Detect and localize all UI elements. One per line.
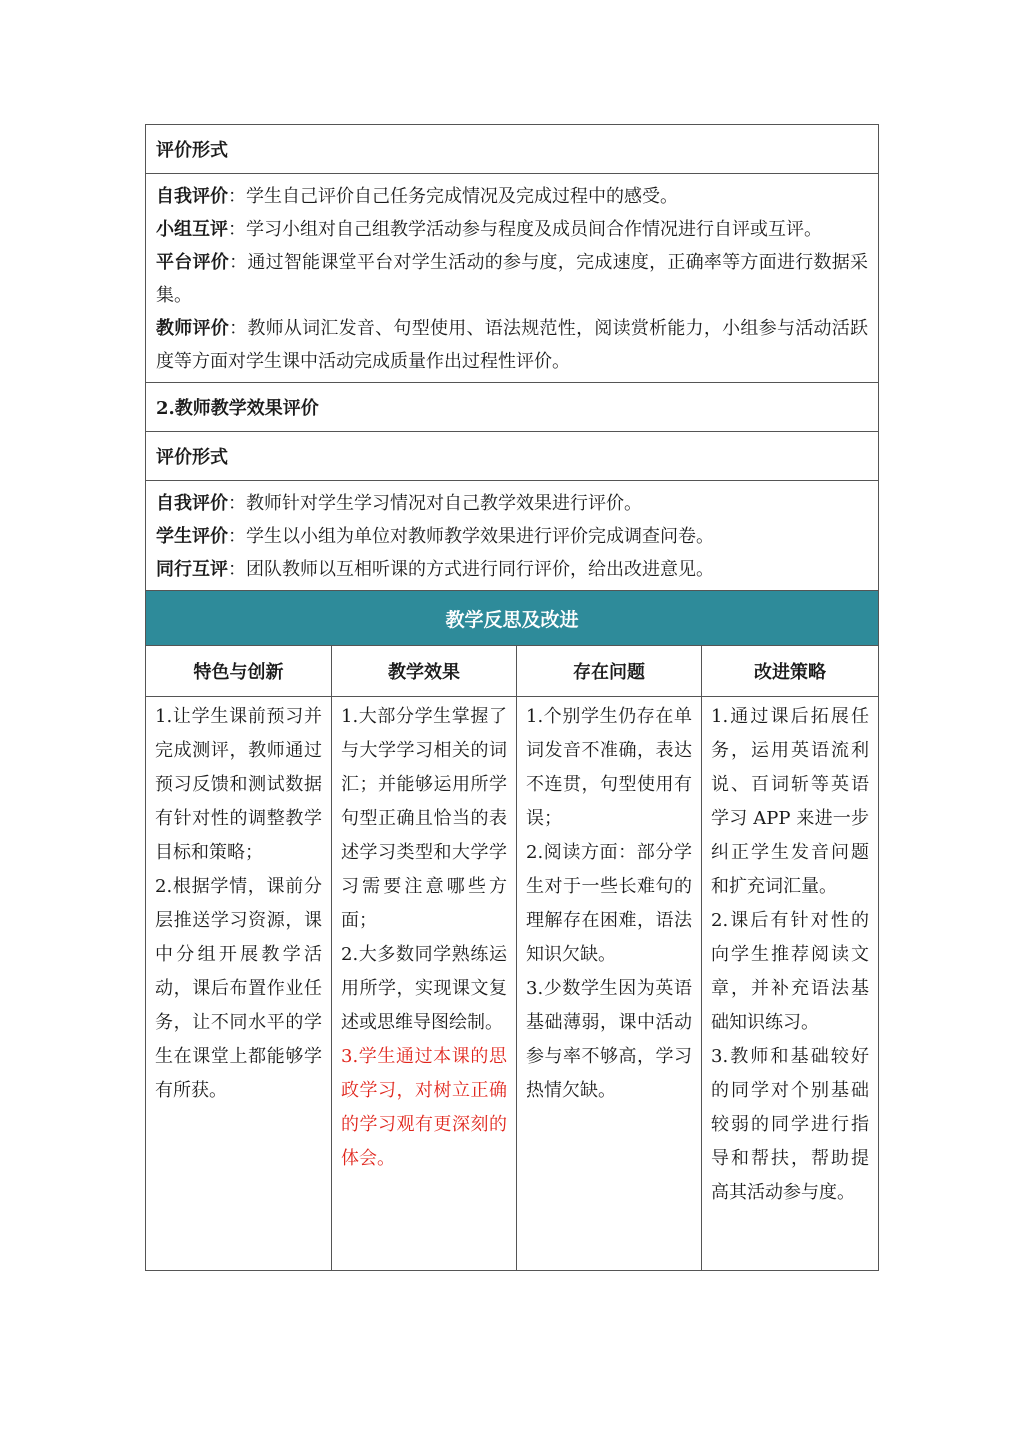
- document-page: [145, 124, 878, 1271]
- list-item: 3.少数学生因为英语基础薄弱，课中活动参与率不够高，学习热情欠缺。: [526, 978, 692, 1101]
- student-eval-cell: [146, 174, 879, 383]
- eval-text: 团队教师以互相听课的方式进行同行评价，给出改进意见。: [246, 559, 714, 580]
- reflection-banner: 教学反思及改进: [146, 591, 879, 646]
- eval-item: [156, 553, 868, 586]
- teacher-eval-form-heading: 评价形式: [146, 432, 879, 481]
- effects-cell: [332, 697, 517, 1271]
- list-item: 1.让学生课前预习并完成测评，教师通过预习反馈和测试数据有针对性的调整教学目标和策略；: [155, 706, 322, 863]
- eval-item: [156, 487, 868, 520]
- label-separator: ：: [228, 526, 246, 547]
- column-header-effects: 教学效果: [332, 646, 517, 697]
- column-header-strategies: 改进策略: [702, 646, 879, 697]
- list-item: 3.教师和基础较好的同学对个别基础较弱的同学进行指导和帮扶，帮助提高其活动参与度。: [711, 1046, 869, 1203]
- eval-text: 教师针对学生学习情况对自己教学效果进行评价。: [246, 493, 642, 514]
- label-separator: ：: [229, 252, 248, 273]
- eval-item: [156, 213, 868, 246]
- highlighted-list-item: 3.学生通过本课的思政学习，对树立正确的学习观有更深刻的体会。: [341, 1046, 507, 1169]
- column-header-problems: 存在问题: [517, 646, 702, 697]
- list-item: 2.根据学情，课前分层推送学习资源，课中分组开展教学活动，课后布置作业任务，让不同水平的学生在课堂上都能够学有所获。: [155, 876, 322, 1101]
- teacher-eval-section-heading: 2.教师教学效果评价: [146, 383, 879, 432]
- eval-label: 同行互评: [156, 559, 228, 580]
- eval-label: 学生评价: [156, 526, 228, 547]
- label-separator: ：: [228, 493, 246, 514]
- label-separator: ：: [228, 559, 246, 580]
- eval-label: 平台评价: [156, 252, 230, 273]
- strategies-cell: [702, 697, 879, 1271]
- teacher-eval-cell: [146, 481, 879, 591]
- eval-text: 学生自己评价自己任务完成情况及完成过程中的感受。: [246, 186, 678, 207]
- problems-cell: [517, 697, 702, 1271]
- eval-text: 通过智能课堂平台对学生活动的参与度，完成速度，正确率等方面进行数据采集。: [156, 252, 869, 306]
- eval-label: 自我评价: [156, 186, 228, 207]
- list-item: 1.个别学生仍存在单词发音不准确，表达不连贯，句型使用有误；: [526, 706, 692, 829]
- eval-text: 教师从词汇发音、句型使用、语法规范性，阅读赏析能力，小组参与活动活跃度等方面对学生课中活动完成质量作出过程性评价。: [156, 318, 869, 372]
- eval-label: 自我评价: [156, 493, 228, 514]
- eval-text: 学习小组对自己组教学活动参与程度及成员间合作情况进行自评或互评。: [246, 219, 822, 240]
- eval-item: [156, 520, 868, 553]
- label-separator: ：: [229, 318, 248, 339]
- student-eval-form-heading: 评价形式: [146, 125, 879, 174]
- list-item: 2.课后有针对性的向学生推荐阅读文章，并补充语法基础知识练习。: [711, 910, 869, 1033]
- label-separator: ：: [228, 186, 246, 207]
- evaluation-table: [145, 124, 879, 1271]
- features-cell: [146, 697, 332, 1271]
- list-item: 2.阅读方面：部分学生对于一些长难句的理解存在困难，语法知识欠缺。: [526, 842, 692, 965]
- eval-item: [156, 312, 868, 378]
- list-item: 2.大多数同学熟练运用所学，实现课文复述或思维导图绘制。: [341, 944, 507, 1033]
- list-item: 1.大部分学生掌握了与大学学习相关的词汇；并能够运用所学句型正确且恰当的表述学习类型和大学学习需要注意哪些方面；: [341, 706, 507, 931]
- eval-label: 小组互评: [156, 219, 228, 240]
- column-header-features: 特色与创新: [146, 646, 332, 697]
- list-item: 1.通过课后拓展任务，运用英语流利说、百词斩等英语学习 APP 来进一步纠正学生发音问题和扩充词汇量。: [711, 706, 869, 897]
- eval-item: [156, 180, 868, 213]
- eval-label: 教师评价: [156, 318, 230, 339]
- eval-item: [156, 246, 868, 312]
- eval-text: 学生以小组为单位对教师教学效果进行评价完成调查问卷。: [246, 526, 714, 547]
- label-separator: ：: [228, 219, 246, 240]
